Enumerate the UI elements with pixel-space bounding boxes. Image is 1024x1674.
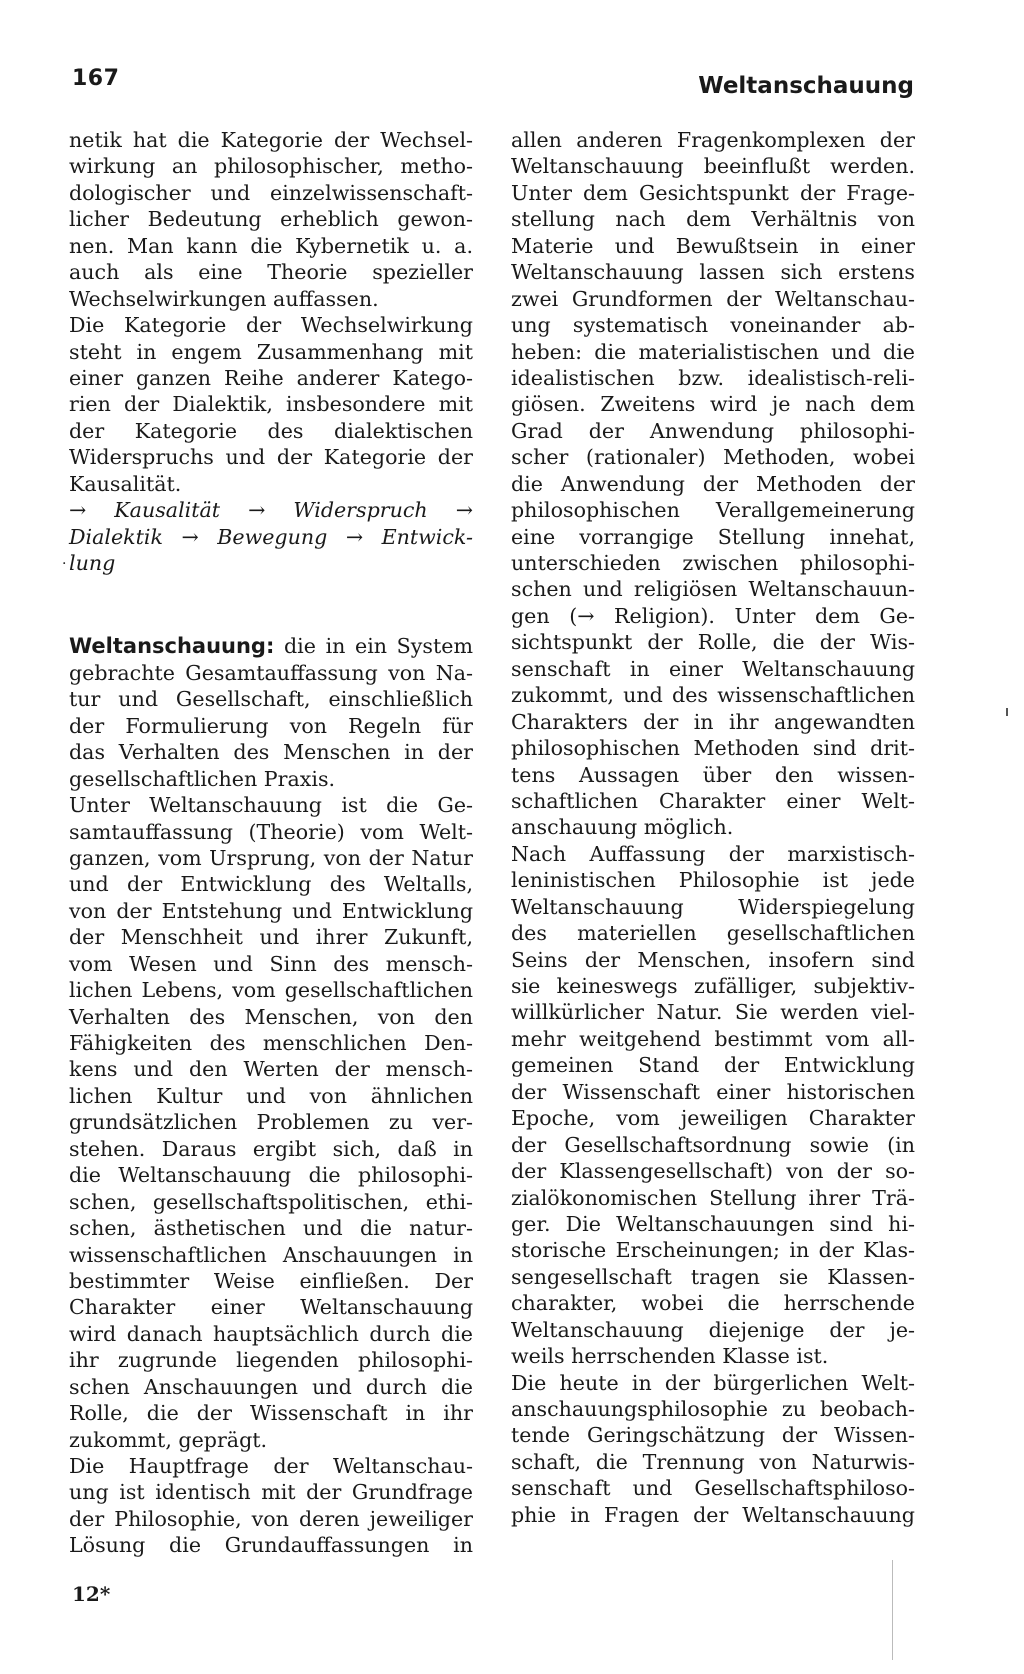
text-line: der Menschheit und ihrer Zukunft, <box>69 925 473 950</box>
text-line: ung ist identisch mit der Grundfrage <box>69 1480 473 1505</box>
cross-reference-line: → Kausalität → Widerspruch → <box>69 498 473 523</box>
text-line: willkürlicher Natur. Sie werden viel- <box>511 1000 915 1025</box>
text-line: sie keineswegs zufälliger, subjektiv- <box>511 974 915 998</box>
text-line: Die heute in der bürgerlichen Welt- <box>511 1370 915 1395</box>
text-line: Die Kategorie der Wechselwirkung <box>69 313 473 338</box>
text-line: von der Entstehung und Entwicklung <box>69 898 473 923</box>
text-line: rien der Dialektik, insbesondere mit <box>69 392 473 417</box>
text-line: senschaft in einer Weltanschauung <box>511 656 915 681</box>
text-line: Charakters der in ihr angewandten <box>511 709 915 734</box>
text-line: einer ganzen Reihe anderer Katego- <box>69 365 473 390</box>
text-line: heben: die materialistischen und die <box>511 339 915 364</box>
text-line: stehen. Daraus ergibt sich, daß in <box>69 1136 473 1161</box>
text-line: mehr weitgehend bestimmt vom all- <box>511 1026 915 1051</box>
text-line: zukommt, geprägt. <box>69 1427 268 1452</box>
text-line: gen (→ Religion). Unter dem Ge- <box>511 603 915 628</box>
entry-first-line <box>69 633 473 659</box>
text-line: Kausalität. <box>69 471 182 496</box>
page-number: 167 <box>72 66 120 91</box>
entry-lemma: Weltanschauung: <box>69 634 275 659</box>
text-line: schaftlichen Charakter einer Welt- <box>511 788 915 813</box>
text-line: storische Erscheinungen; in der Klas- <box>511 1238 915 1263</box>
text-line: leninistischen Philosophie ist jede <box>511 868 915 893</box>
text-line: gemeinen Stand der Entwicklung <box>511 1053 915 1078</box>
text-line: grundsätzlichen Problemen zu ver- <box>69 1110 473 1135</box>
text-line: die Anwendung der Methoden der <box>511 471 915 496</box>
printer-signature: 12* <box>72 1582 111 1606</box>
text-line: Weltanschauung Widerspiegelung <box>511 894 915 919</box>
text-line: Weltanschauung lassen sich erstens <box>511 260 915 285</box>
text-line: anschauung möglich. <box>511 815 734 840</box>
text-line: Lösung die Grundauffassungen in <box>69 1533 473 1558</box>
text-line: sengesellschaft tragen sie Klassen- <box>511 1264 915 1289</box>
text-line: schen, gesellschaftspolitischen, ethi- <box>69 1189 473 1214</box>
text-line: netik hat die Kategorie der Wechsel- <box>69 128 473 152</box>
text-line: tende Geringschätzung der Wissen- <box>511 1423 915 1448</box>
text-line: tens Aussagen über den wissen- <box>511 762 915 787</box>
text-line: wird danach hauptsächlich durch die <box>69 1321 473 1346</box>
text-line: die Weltanschauung die philosophi- <box>69 1163 473 1188</box>
text-line: Wechselwirkungen auffassen. <box>69 286 379 311</box>
text-line: wissenschaftlichen Anschauungen in <box>69 1242 473 1267</box>
text-line: philosophischen Methoden sind drit- <box>511 736 915 761</box>
text-line: samtauffassung (Theorie) vom Welt- <box>69 819 473 844</box>
text-line: auch als eine Theorie spezieller <box>69 260 473 285</box>
text-line: Die Hauptfrage der Weltanschau- <box>69 1454 473 1478</box>
text-line: allen anderen Fragenkomplexen der <box>511 128 915 152</box>
text-line: senschaft und Gesellschaftsphiloso- <box>511 1476 915 1501</box>
text-line: eine vorrangige Stellung innehat, <box>511 524 915 549</box>
text-line: des materiellen gesellschaftlichen <box>511 921 915 946</box>
text-line: gesellschaftlichen Praxis. <box>69 766 336 791</box>
entry-first-line-text: die in ein System <box>274 634 473 659</box>
text-line: lichen Kultur und von ähnlichen <box>69 1083 473 1108</box>
text-line: Unter dem Gesichtspunkt der Frage- <box>511 180 915 205</box>
text-line: lichen Lebens, vom gesellschaftlichen <box>69 978 473 1003</box>
text-line: vom Wesen und Sinn des mensch- <box>69 951 473 976</box>
text-line: Verhalten des Menschen, von den <box>69 1004 473 1029</box>
text-line: der Philosophie, von deren jeweiliger <box>69 1506 473 1531</box>
text-line: schen, ästhetischen und die natur- <box>69 1216 473 1241</box>
text-line: sichtspunkt der Rolle, die der Wis- <box>511 630 915 655</box>
margin-dot: · <box>62 556 67 572</box>
cross-reference-line: Dialektik → Bewegung → Entwick- <box>69 524 473 549</box>
text-line: Seins der Menschen, insofern sind <box>511 947 915 972</box>
margin-tick <box>1006 708 1008 716</box>
left-column <box>69 127 473 1559</box>
text-line: charakter, wobei die herrschende <box>511 1291 915 1316</box>
text-line: Grad der Anwendung philosophi- <box>511 418 915 443</box>
text-line: schaft, die Trennung von Naturwis- <box>511 1449 915 1474</box>
text-line: Weltanschauung beeinflußt werden. <box>511 154 915 179</box>
text-line: Weltanschauung diejenige der je- <box>511 1317 915 1342</box>
text-line: ihr zugrunde liegenden philosophi- <box>69 1348 473 1373</box>
text-line: Epoche, vom jeweiligen Charakter <box>511 1106 915 1131</box>
text-line: zukommt, und des wissenschaftlichen <box>511 683 915 708</box>
text-line: ger. Die Weltanschauungen sind hi- <box>511 1211 915 1236</box>
entry-spacer <box>69 576 473 633</box>
text-line: der Wissenschaft einer historischen <box>511 1079 915 1104</box>
text-line: Widerspruchs und der Kategorie der <box>69 445 473 470</box>
text-line: ung systematisch voneinander ab- <box>511 313 915 338</box>
text-line: nen. Man kann die Kybernetik u. a. <box>69 233 473 258</box>
text-line: Fähigkeiten des menschlichen Den- <box>69 1031 473 1055</box>
text-line: stellung nach dem Verhältnis von <box>511 207 915 232</box>
text-line: idealistischen bzw. idealistisch-reli- <box>511 365 915 390</box>
text-line: philosophischen Verallgemeinerung <box>511 498 915 523</box>
text-line: Nach Auffassung der marxistisch- <box>511 841 915 866</box>
text-line: anschauungsphilosophie zu beobach- <box>511 1397 915 1421</box>
text-line: Charakter einer Weltanschauung <box>69 1295 473 1320</box>
text-line: bestimmter Weise einfließen. Der <box>69 1268 473 1293</box>
text-line: zwei Grundformen der Weltanschau- <box>511 286 915 311</box>
text-line: schen Anschauungen und durch die <box>69 1374 473 1399</box>
text-line: wirkung an philosophischer, metho- <box>69 154 473 179</box>
text-line: ganzen, vom Ursprung, von der Natur <box>69 845 473 870</box>
right-column <box>511 127 915 1528</box>
text-line: steht in engem Zusammenhang mit <box>69 339 473 364</box>
text-line: gebrachte Gesamtauffassung von Na- <box>69 660 473 685</box>
running-head: Weltanschauung <box>698 73 914 99</box>
text-line: der Gesellschaftsordnung sowie (in <box>511 1132 915 1157</box>
text-line: Rolle, die der Wissenschaft in ihr <box>69 1401 473 1426</box>
text-line: schen und religiösen Weltanschauun- <box>511 577 915 602</box>
text-line: zialökonomischen Stellung ihrer Trä- <box>511 1185 915 1210</box>
text-line: unterschieden zwischen philosophi- <box>511 551 915 575</box>
text-line: giösen. Zweitens wird je nach dem <box>511 392 915 417</box>
text-line: phie in Fragen der Weltanschauung <box>511 1502 915 1527</box>
text-line: licher Bedeutung erheblich gewon- <box>69 207 473 232</box>
text-line: tur und Gesellschaft, einschließlich <box>69 687 473 712</box>
text-line: Materie und Bewußtsein in einer <box>511 233 915 258</box>
text-line: das Verhalten des Menschen in der <box>69 740 473 765</box>
text-line: der Formulierung von Regeln für <box>69 713 473 738</box>
text-line: Unter Weltanschauung ist die Ge- <box>69 793 473 818</box>
text-line: dologischer und einzelwissenschaft- <box>69 180 473 205</box>
text-line: und der Entwicklung des Weltalls, <box>69 872 473 897</box>
text-line: der Kategorie des dialektischen <box>69 418 473 443</box>
page-edge-line <box>892 1560 893 1660</box>
text-line: scher (rationaler) Methoden, wobei <box>511 445 915 470</box>
text-line: der Klassengesellschaft) von der so- <box>511 1159 915 1184</box>
cross-reference-line: lung <box>69 551 116 575</box>
text-line: kens und den Werten der mensch- <box>69 1057 473 1082</box>
text-line: weils herrschenden Klasse ist. <box>511 1344 829 1369</box>
